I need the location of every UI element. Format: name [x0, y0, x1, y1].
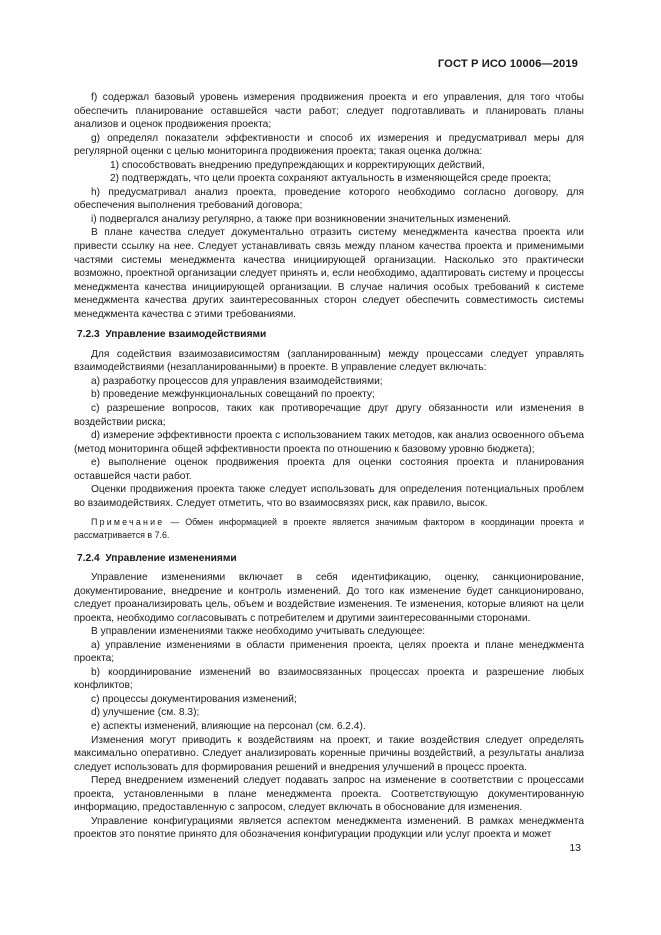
- list-item-h: h) предусматривал анализ проекта, проведение которого необходимо согласно договору, для обеспечения выполнения требований договора;: [74, 186, 584, 212]
- list-item: a) управление изменениями в области применения проекта, целях проекта и плане менеджмента проекта;: [74, 639, 584, 665]
- quality-plan-paragraph: В плане качества следует документально отразить систему менеджмента качества проекта или привести ссылку на нее. Следует устанавливать связь между планом качества проекта и применимыми частями системы менеджмента качества инициирующей организации. Насколько это практически возможно, проектной организации следует принять и, если необходимо, адаптировать систему и процессы менеджмента качества инициирующей организации. В случае наличия особых требований к системе менеджмента качества других заинтересованных сторон следует обеспечить совместимость системы менеджмента качества с этими требованиями.: [74, 227, 584, 320]
- section-title: Управление взаимодействиями: [105, 329, 267, 341]
- document-standard-header: ГОСТ Р ИСО 10006—2019: [437, 58, 578, 70]
- sublist-item-1: 1) способствовать внедрению предупреждающих и корректирующих действий,: [110, 159, 485, 171]
- list-item: b) координирование изменений во взаимосвязанных процессах проекта и разрешение любых конфликтов;: [74, 666, 584, 692]
- section-7-2-3-intro: Для содействия взаимозависимостям (запланированным) между процессами следует управлять взаимодействиями (незапланированными) в проекте. В управление следует включать:: [74, 348, 584, 374]
- list-item-i: i) подвергался анализу регулярно, а также при возникновении значительных изменений.: [91, 213, 512, 225]
- section-7-2-4-paragraph-3: Изменения могут приводить к воздействиям на проект, и такие воздействия следует определять максимально оперативно. Следует анализировать коренные причины воздействий, а результаты анализа следует использовать для формирования решений и внедрения улучшений в процесс проекта.: [74, 734, 584, 773]
- list-item: a) разработку процессов для управления взаимодействиями;: [91, 375, 383, 387]
- note: [74, 516, 584, 541]
- note-label: Примечание: [91, 517, 165, 528]
- list-item: e) выполнение оценок продвижения проекта для оценки состояния проекта и планирования оставшейся части работ.: [74, 457, 584, 482]
- list-item: b) проведение межфункциональных совещаний по проекту;: [91, 389, 375, 401]
- list-item: e) аспекты изменений, влияющие на персонал (см. 6.2.4).: [91, 720, 366, 732]
- section-number: 7.2.3: [77, 329, 100, 341]
- note-text: — Обмен информацией в проекте является значимым фактором в координации проекта и рассматривается в 7.6.: [74, 517, 584, 540]
- section-7-2-4-paragraph-1: Управление изменениями включает в себя идентификацию, оценку, санкционирование, документирование, внедрение и контроль изменений. До того как изменение будет санкционировано, следует проанализировать цель, объем и воздействие изменения. Те изменения, которые влияют на цели проекта, необходимо согласовывать с потребителем и другими заинтересованными сторонами.: [74, 571, 584, 624]
- list-item-f: f) содержал базовый уровень измерения продвижения проекта и его управления, для того чтобы обеспечить планирование оставшейся части работ; следует подготавливать и планировать планы анализов и оценок продвижения проекта;: [74, 92, 584, 131]
- section-7-2-4-paragraph-2: В управлении изменениями также необходимо учитывать следующее:: [91, 626, 426, 638]
- list-item: d) улучшение (см. 8.3);: [91, 707, 200, 719]
- section-number: 7.2.4: [77, 553, 100, 565]
- section-heading-7-2-4: [74, 552, 584, 566]
- section-7-2-4-paragraph-4: Перед внедрением изменений следует подавать запрос на изменение в соответствии с процессами проекта, установленными в плане менеджмента проекта. Соответствующую документированную информацию, предоставленную с запросом, следует включать в обоснование для изменения.: [74, 775, 584, 814]
- section-heading-7-2-3: [74, 328, 584, 342]
- list-item-g: g) определял показатели эффективности и способ их измерения и предусматривал меры для регулярной оценки с целью мониторинга продвижения проекта; такая оценка должна:: [74, 132, 584, 158]
- list-item: c) процессы документирования изменений;: [91, 693, 297, 705]
- page-content: [74, 91, 584, 842]
- section-title: Управление изменениями: [105, 553, 237, 565]
- sublist-item-2: 2) подтверждать, что цели проекта сохраняют актуальность в изменяющейся среде проекта;: [110, 173, 552, 185]
- list-item: c) разрешение вопросов, таких как противоречащие друг другу обязанности или изменения в воздействии риска;: [74, 403, 584, 428]
- page-number: 13: [569, 842, 581, 854]
- section-7-2-3-paragraph: Оценки продвижения проекта также следует использовать для определения потенциальных проблем во взаимодействиях. Следует отметить, что во взаимосвязях риск, как правило, высок.: [74, 484, 584, 509]
- list-item: d) измерение эффективности проекта с использованием таких методов, как анализ освоенного объема (метод мониторинга общей эффективности проекта по отношению к базовому уровню бюджета);: [74, 430, 584, 455]
- section-7-2-4-paragraph-5: Управление конфигурациями является аспектом менеджмента изменений. В рамках менеджмента проектов это понятие принято для обозначения конфигурации продукции или услуг проекта и может: [74, 815, 584, 841]
